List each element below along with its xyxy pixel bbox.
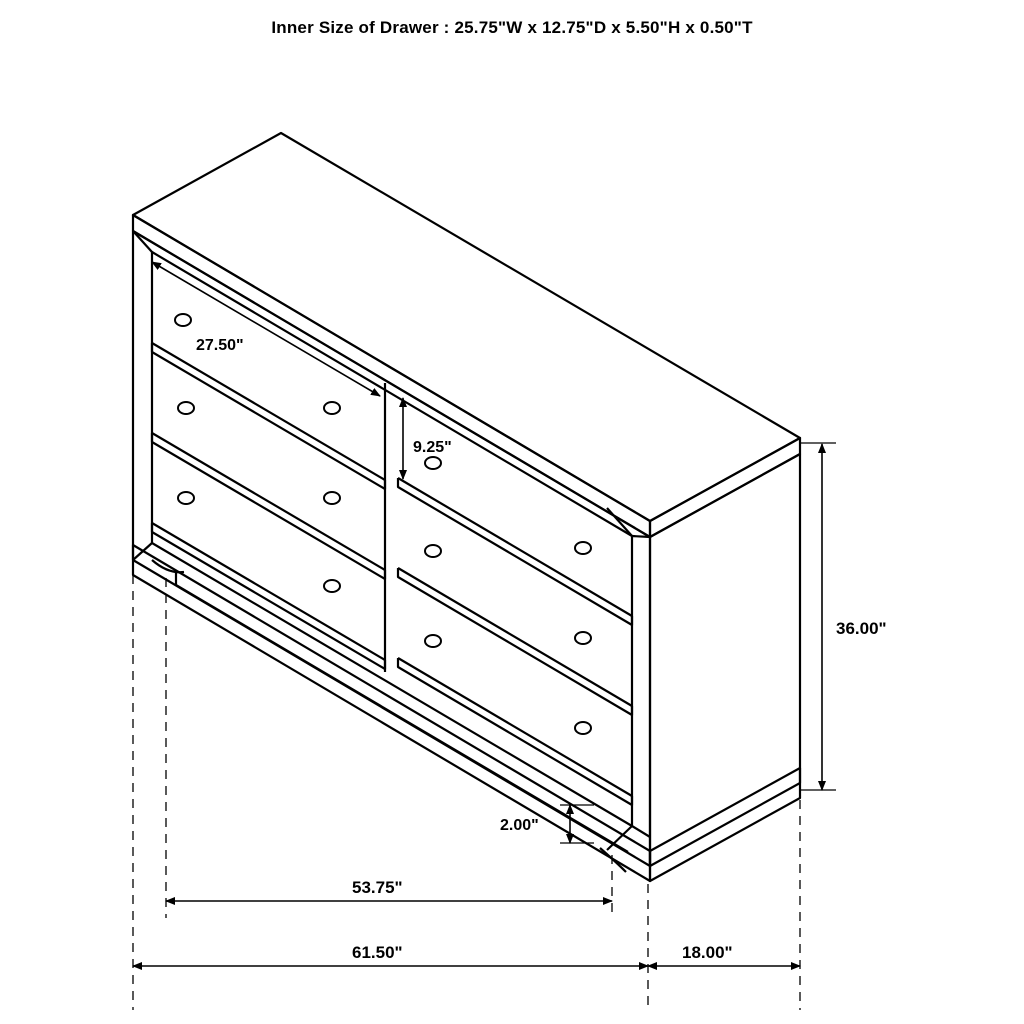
case-side-face: [650, 454, 800, 866]
knob-right-2a: [425, 545, 441, 557]
dimension-label-925: 9.25": [413, 439, 452, 456]
dimension-overall-width: [133, 943, 648, 966]
knob-right-2b: [575, 542, 591, 554]
knob-right-3b: [575, 632, 591, 644]
drawer-div-right-3: [398, 658, 632, 796]
plinth-foot-line: [176, 570, 628, 852]
page-title: Inner Size of Drawer : 25.75"W x 12.75"D x 5.50"H x 0.50"T: [271, 18, 753, 37]
drawer-div-left-1b: [152, 343, 385, 489]
drawer-knobs: [175, 314, 591, 734]
drawer-div-left-2: [152, 433, 385, 570]
corner-post-bottom: [632, 826, 650, 837]
drawer-div-left-1: [152, 343, 385, 480]
knob-left-3b: [324, 492, 340, 504]
top-side-edge: [650, 438, 800, 537]
drawer-div-right-2: [398, 568, 632, 706]
drawer-div-right-1: [398, 478, 632, 616]
dimension-label-200: 2.00": [500, 817, 539, 834]
drawer-div-right-2b: [398, 568, 632, 715]
apron-curve-right: [600, 848, 626, 872]
knob-left-3a: [178, 492, 194, 504]
dresser-top-surface: [133, 133, 800, 521]
dimension-label-1800: 18.00": [682, 943, 733, 962]
drawer-div-left-3b: [152, 523, 385, 669]
knob-right-1a: [425, 457, 441, 469]
corner-post-top: [632, 536, 650, 537]
knob-right-4b: [575, 722, 591, 734]
drawer-div-right-3b: [398, 658, 632, 805]
drawer-div-right-1b: [398, 478, 632, 625]
knob-left-1a: [175, 314, 191, 326]
dimension-label-5375: 53.75": [352, 878, 403, 897]
dresser-body: [133, 133, 800, 881]
dimension-label-2750: 27.50": [196, 337, 244, 354]
dimension-label-3600: 36.00": [836, 619, 887, 638]
knob-left-2b: [324, 402, 340, 414]
dimension-overall-depth: [648, 943, 800, 966]
top-front-edge: [133, 215, 650, 537]
drawer-div-left-2b: [152, 433, 385, 579]
dimension-overall-height: [800, 443, 887, 790]
knob-right-3a: [425, 635, 441, 647]
dimension-drawer-width: [152, 262, 380, 396]
corner-cut-top-right: [607, 508, 632, 536]
dimension-case-width: [166, 878, 612, 901]
knob-left-4b: [324, 580, 340, 592]
knob-left-2a: [178, 402, 194, 414]
dimension-label-6150: 61.50": [352, 943, 403, 962]
